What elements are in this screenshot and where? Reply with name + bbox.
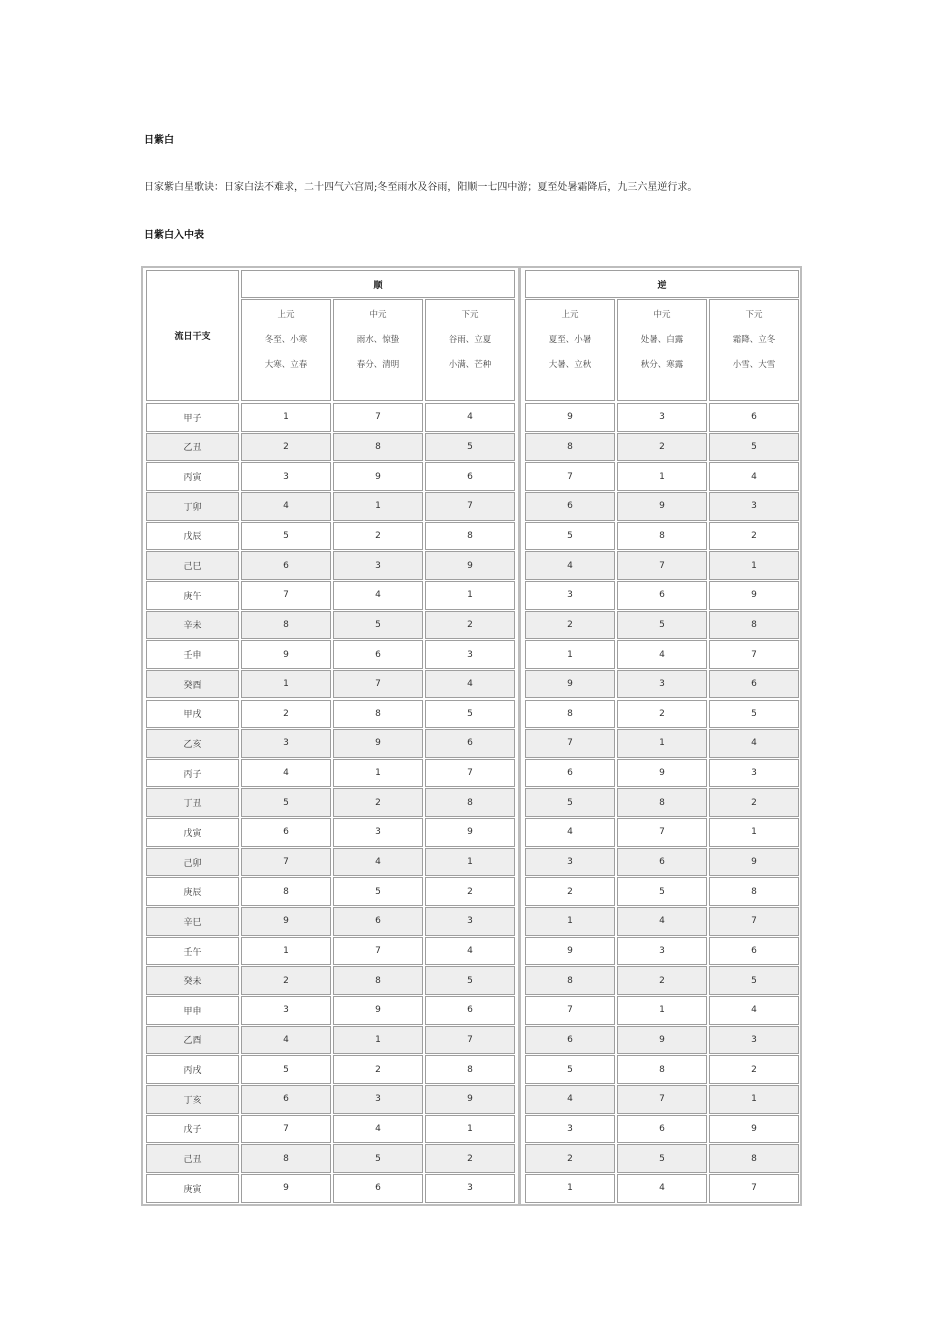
table-cell: 8 bbox=[425, 1055, 515, 1084]
table-cell: 7 bbox=[241, 581, 331, 610]
table-cell: 5 bbox=[241, 788, 331, 817]
table-cell: 4 bbox=[617, 1174, 707, 1203]
table-cell: 9 bbox=[709, 581, 799, 610]
table-cell: 1 bbox=[709, 818, 799, 847]
row-label: 辛巳 bbox=[146, 907, 239, 936]
table-cell: 3 bbox=[709, 492, 799, 521]
table-cell: 1 bbox=[425, 581, 515, 610]
table-cell: 9 bbox=[241, 640, 331, 669]
row-label: 戊子 bbox=[146, 1115, 239, 1144]
table-cell: 5 bbox=[617, 611, 707, 640]
table-cell: 9 bbox=[333, 729, 423, 758]
table-cell: 2 bbox=[425, 1144, 515, 1173]
table-cell: 4 bbox=[333, 848, 423, 877]
table-cell: 9 bbox=[241, 1174, 331, 1203]
table-cell: 8 bbox=[241, 611, 331, 640]
table-cell: 4 bbox=[425, 670, 515, 699]
table-cell: 6 bbox=[333, 1174, 423, 1203]
table-cell: 6 bbox=[525, 1026, 615, 1055]
table-cell: 8 bbox=[617, 788, 707, 817]
table-cell: 6 bbox=[425, 996, 515, 1025]
table-cell: 9 bbox=[425, 1085, 515, 1114]
subheader-line1: 谷雨、立夏 bbox=[448, 335, 492, 345]
table-cell: 1 bbox=[525, 1174, 615, 1203]
table-cell: 1 bbox=[333, 759, 423, 788]
table-cell: 9 bbox=[425, 551, 515, 580]
table-cell: 7 bbox=[333, 670, 423, 699]
table-cell: 6 bbox=[709, 937, 799, 966]
table-cell: 8 bbox=[425, 522, 515, 551]
table-cell: 7 bbox=[525, 729, 615, 758]
table-cell: 3 bbox=[617, 403, 707, 432]
table-cell: 2 bbox=[241, 966, 331, 995]
table-cell: 5 bbox=[617, 877, 707, 906]
table-cell: 9 bbox=[617, 492, 707, 521]
table-cell: 4 bbox=[425, 403, 515, 432]
table-cell: 3 bbox=[525, 581, 615, 610]
table-cell: 6 bbox=[525, 759, 615, 788]
subheader-line1: 处暑、白露 bbox=[640, 335, 684, 345]
subheader-line1: 冬至、小寒 bbox=[264, 335, 308, 345]
table-cell: 6 bbox=[241, 551, 331, 580]
table-cell: 3 bbox=[241, 996, 331, 1025]
table-cell: 6 bbox=[425, 462, 515, 491]
row-label: 丁卯 bbox=[146, 492, 239, 521]
row-label: 丙寅 bbox=[146, 462, 239, 491]
table-cell: 7 bbox=[525, 996, 615, 1025]
row-label: 庚寅 bbox=[146, 1174, 239, 1203]
table-cell: 4 bbox=[333, 1115, 423, 1144]
subheader-line1: 夏至、小暑 bbox=[548, 335, 592, 345]
table-cell: 2 bbox=[333, 522, 423, 551]
subheader-cell bbox=[709, 299, 799, 401]
table-cell: 3 bbox=[425, 640, 515, 669]
table-cell: 1 bbox=[617, 462, 707, 491]
table-cell: 7 bbox=[617, 1085, 707, 1114]
table-cell: 3 bbox=[241, 729, 331, 758]
subheader-line2: 大寒、立春 bbox=[264, 360, 308, 370]
table-cell: 2 bbox=[425, 611, 515, 640]
table-cell: 1 bbox=[617, 996, 707, 1025]
table-cell: 1 bbox=[333, 1026, 423, 1055]
table-cell: 3 bbox=[617, 670, 707, 699]
table-cell: 2 bbox=[617, 433, 707, 462]
table-cell: 7 bbox=[241, 848, 331, 877]
table-cell: 6 bbox=[525, 492, 615, 521]
table-cell: 8 bbox=[617, 522, 707, 551]
subheader-cell bbox=[617, 299, 707, 401]
table-cell: 1 bbox=[333, 492, 423, 521]
row-label: 癸未 bbox=[146, 966, 239, 995]
table-cell: 5 bbox=[525, 788, 615, 817]
table-cell: 6 bbox=[333, 907, 423, 936]
table-cell: 7 bbox=[709, 640, 799, 669]
table-cell: 6 bbox=[709, 670, 799, 699]
row-label: 己卯 bbox=[146, 848, 239, 877]
table-cell: 7 bbox=[617, 818, 707, 847]
table-cell: 6 bbox=[617, 581, 707, 610]
subheader-cell bbox=[333, 299, 423, 401]
row-label: 己丑 bbox=[146, 1144, 239, 1173]
zibai-table bbox=[141, 266, 802, 1206]
table-cell: 4 bbox=[709, 729, 799, 758]
row-label: 己巳 bbox=[146, 551, 239, 580]
table-cell: 4 bbox=[425, 937, 515, 966]
table-cell: 5 bbox=[333, 1144, 423, 1173]
table-cell: 1 bbox=[525, 907, 615, 936]
table-cell: 8 bbox=[709, 877, 799, 906]
subheader-line2: 春分、清明 bbox=[356, 360, 400, 370]
table-cell: 3 bbox=[525, 1115, 615, 1144]
table-cell: 4 bbox=[617, 907, 707, 936]
subheader-line2: 小雪、大雪 bbox=[732, 360, 776, 370]
table-cell: 8 bbox=[241, 877, 331, 906]
table-cell: 9 bbox=[241, 907, 331, 936]
table-cell: 1 bbox=[241, 937, 331, 966]
table-cell: 5 bbox=[709, 966, 799, 995]
subheader-line2: 大暑、立秋 bbox=[548, 360, 592, 370]
table-cell: 6 bbox=[425, 729, 515, 758]
table-cell: 1 bbox=[709, 551, 799, 580]
table-cell: 6 bbox=[617, 848, 707, 877]
table-cell: 2 bbox=[333, 1055, 423, 1084]
table-cell: 7 bbox=[617, 551, 707, 580]
table-cell: 9 bbox=[525, 670, 615, 699]
table-cell: 8 bbox=[333, 700, 423, 729]
row-label: 壬申 bbox=[146, 640, 239, 669]
table-cell: 8 bbox=[333, 433, 423, 462]
subheader-cell bbox=[525, 299, 615, 401]
table-cell: 2 bbox=[709, 522, 799, 551]
table-cell: 8 bbox=[709, 1144, 799, 1173]
subheader-line1: 雨水、惊蛰 bbox=[356, 335, 400, 345]
table-cell: 1 bbox=[709, 1085, 799, 1114]
table-cell: 5 bbox=[525, 522, 615, 551]
table-cell: 4 bbox=[333, 581, 423, 610]
table-cell: 1 bbox=[617, 729, 707, 758]
row-label: 丙子 bbox=[146, 759, 239, 788]
table-cell: 9 bbox=[617, 759, 707, 788]
subheader-cell bbox=[425, 299, 515, 401]
table-cell: 3 bbox=[333, 1085, 423, 1114]
table-cell: 6 bbox=[241, 818, 331, 847]
table-cell: 9 bbox=[333, 462, 423, 491]
table-cell: 4 bbox=[617, 640, 707, 669]
table-cell: 3 bbox=[241, 462, 331, 491]
table-cell: 5 bbox=[709, 700, 799, 729]
table-cell: 8 bbox=[425, 788, 515, 817]
subheader-yuan: 上元 bbox=[277, 310, 295, 320]
table-cell: 2 bbox=[617, 700, 707, 729]
table-cell: 5 bbox=[333, 611, 423, 640]
table-cell: 1 bbox=[241, 670, 331, 699]
subheader-line2: 小满、芒种 bbox=[448, 360, 492, 370]
row-label: 戊寅 bbox=[146, 818, 239, 847]
table-cell: 9 bbox=[617, 1026, 707, 1055]
table-cell: 3 bbox=[333, 818, 423, 847]
table-cell: 5 bbox=[333, 877, 423, 906]
table-cell: 4 bbox=[709, 996, 799, 1025]
table-cell: 9 bbox=[333, 996, 423, 1025]
table-cell: 9 bbox=[525, 937, 615, 966]
row-label: 丁亥 bbox=[146, 1085, 239, 1114]
table-cell: 2 bbox=[525, 877, 615, 906]
row-label: 丁丑 bbox=[146, 788, 239, 817]
table-cell: 6 bbox=[617, 1115, 707, 1144]
subheader-yuan: 下元 bbox=[461, 310, 479, 320]
table-cell: 2 bbox=[617, 966, 707, 995]
table-cell: 8 bbox=[525, 700, 615, 729]
subheader-cell bbox=[241, 299, 331, 401]
table-cell: 2 bbox=[425, 877, 515, 906]
table-cell: 6 bbox=[709, 403, 799, 432]
table-cell: 1 bbox=[241, 403, 331, 432]
table-cell: 5 bbox=[425, 433, 515, 462]
subheader-line2: 秋分、寒露 bbox=[640, 360, 684, 370]
table-cell: 7 bbox=[333, 403, 423, 432]
table-cell: 4 bbox=[241, 492, 331, 521]
table-cell: 8 bbox=[333, 966, 423, 995]
table-cell: 6 bbox=[333, 640, 423, 669]
table-cell: 5 bbox=[425, 700, 515, 729]
table-cell: 2 bbox=[241, 700, 331, 729]
table-cell: 3 bbox=[709, 1026, 799, 1055]
row-label: 庚辰 bbox=[146, 877, 239, 906]
page-title: 日紫白 bbox=[144, 135, 174, 146]
table-cell: 2 bbox=[333, 788, 423, 817]
table-cell: 8 bbox=[617, 1055, 707, 1084]
table-cell: 2 bbox=[709, 788, 799, 817]
table-cell: 9 bbox=[709, 1115, 799, 1144]
table-cell: 2 bbox=[525, 611, 615, 640]
table-cell: 7 bbox=[333, 937, 423, 966]
row-label: 乙亥 bbox=[146, 729, 239, 758]
table-cell: 8 bbox=[525, 966, 615, 995]
table-cell: 5 bbox=[241, 1055, 331, 1084]
group-header-ni: 逆 bbox=[525, 270, 799, 298]
table-cell: 8 bbox=[241, 1144, 331, 1173]
table-cell: 4 bbox=[709, 462, 799, 491]
table-cell: 7 bbox=[241, 1115, 331, 1144]
table-cell: 7 bbox=[425, 759, 515, 788]
table-cell: 9 bbox=[525, 403, 615, 432]
table-cell: 9 bbox=[709, 848, 799, 877]
table-cell: 2 bbox=[241, 433, 331, 462]
table-cell: 5 bbox=[709, 433, 799, 462]
table-cell: 5 bbox=[617, 1144, 707, 1173]
row-label: 壬午 bbox=[146, 937, 239, 966]
group-divider bbox=[518, 268, 521, 1204]
table-cell: 4 bbox=[525, 818, 615, 847]
table-cell: 3 bbox=[425, 1174, 515, 1203]
table-cell: 8 bbox=[709, 611, 799, 640]
group-header-shun: 顺 bbox=[241, 270, 515, 298]
row-label: 乙酉 bbox=[146, 1026, 239, 1055]
row-label: 丙戌 bbox=[146, 1055, 239, 1084]
table-cell: 3 bbox=[333, 551, 423, 580]
subheader-yuan: 下元 bbox=[745, 310, 763, 320]
subheader-line1: 霜降、立冬 bbox=[732, 335, 776, 345]
table-cell: 8 bbox=[525, 433, 615, 462]
row-label: 辛未 bbox=[146, 611, 239, 640]
subheader-yuan: 中元 bbox=[369, 310, 387, 320]
table-cell: 6 bbox=[241, 1085, 331, 1114]
table-cell: 2 bbox=[709, 1055, 799, 1084]
row-label: 戊辰 bbox=[146, 522, 239, 551]
verse-paragraph: 日家紫白星歌诀：日家白法不难求，二十四气六宫周;冬至雨水及谷雨，阳顺一七四中游；夏至处暑霜降后，九三六星逆行求。 bbox=[144, 182, 698, 193]
table-cell: 5 bbox=[525, 1055, 615, 1084]
table-cell: 7 bbox=[425, 1026, 515, 1055]
table-cell: 7 bbox=[525, 462, 615, 491]
row-label: 甲子 bbox=[146, 403, 239, 432]
table-cell: 7 bbox=[425, 492, 515, 521]
table-cell: 3 bbox=[425, 907, 515, 936]
row-label: 甲申 bbox=[146, 996, 239, 1025]
row-label: 癸酉 bbox=[146, 670, 239, 699]
row-label: 庚午 bbox=[146, 581, 239, 610]
subheader-yuan: 上元 bbox=[561, 310, 579, 320]
row-label: 乙丑 bbox=[146, 433, 239, 462]
table-cell: 9 bbox=[425, 818, 515, 847]
table-cell: 5 bbox=[425, 966, 515, 995]
table-cell: 7 bbox=[709, 1174, 799, 1203]
table-cell: 5 bbox=[241, 522, 331, 551]
table-cell: 4 bbox=[241, 1026, 331, 1055]
table-cell: 3 bbox=[617, 937, 707, 966]
table-cell: 2 bbox=[525, 1144, 615, 1173]
table-cell: 4 bbox=[525, 551, 615, 580]
row-label: 甲戌 bbox=[146, 700, 239, 729]
table-cell: 3 bbox=[709, 759, 799, 788]
row-header-cell: 流日干支 bbox=[146, 270, 239, 401]
table-cell: 1 bbox=[425, 848, 515, 877]
subheader-yuan: 中元 bbox=[653, 310, 671, 320]
table-cell: 1 bbox=[425, 1115, 515, 1144]
table-cell: 4 bbox=[525, 1085, 615, 1114]
table-cell: 4 bbox=[241, 759, 331, 788]
table-cell: 3 bbox=[525, 848, 615, 877]
table-title: 日紫白入中表 bbox=[144, 230, 204, 241]
table-cell: 1 bbox=[525, 640, 615, 669]
table-cell: 7 bbox=[709, 907, 799, 936]
